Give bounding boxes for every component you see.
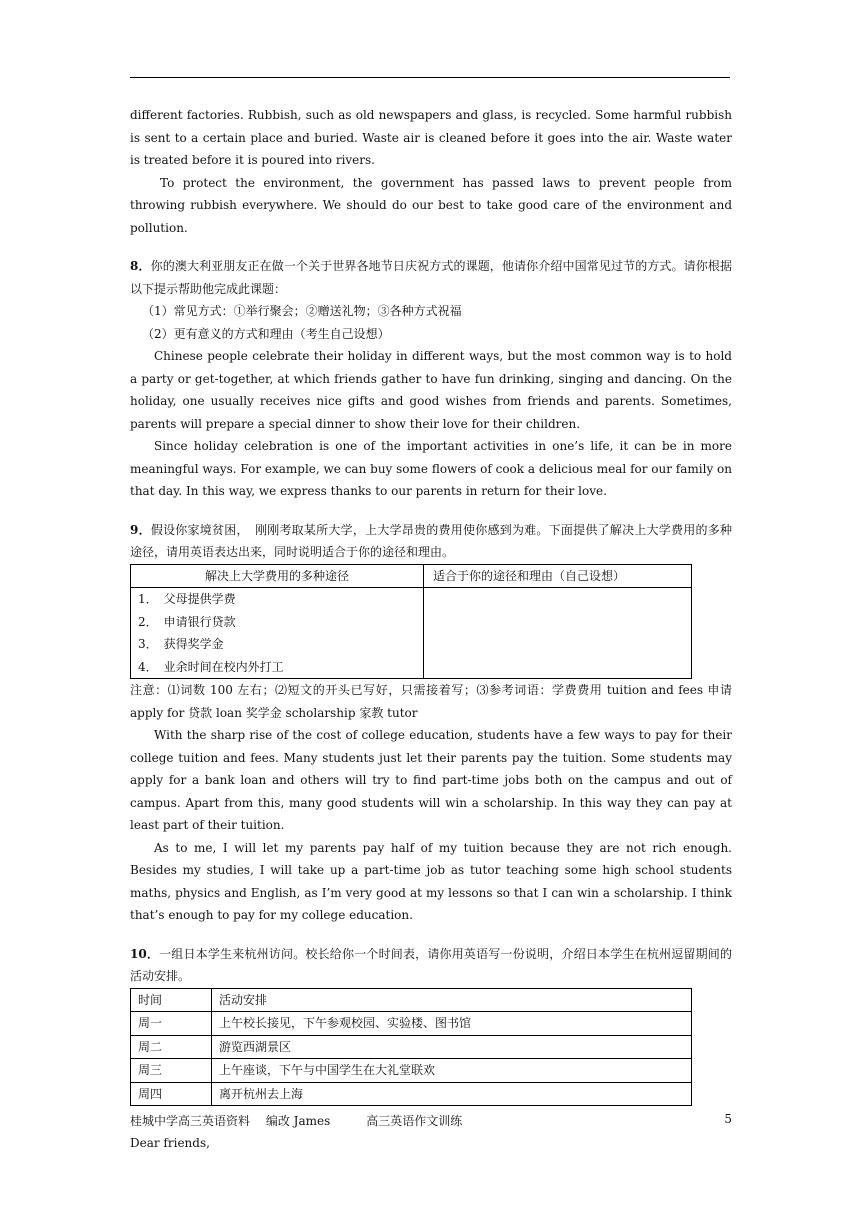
day-cell: 周四 xyxy=(131,1082,212,1106)
table-row xyxy=(131,1012,692,1036)
list-item: 2． 申请银行贷款 xyxy=(138,614,236,629)
question-8-text: 你的澳大利亚朋友正在做一个关于世界各地节日庆祝方式的课题，他请你介绍中国常见过节的方式。请你根据以下提示帮助他完成此课题： xyxy=(130,259,732,296)
activity-cell: 游览西湖景区 xyxy=(212,1035,692,1059)
table-header-reason: 适合于你的途径和理由（自己设想） xyxy=(424,564,692,588)
question-10-number: 10． xyxy=(130,946,160,961)
question-10-text: 一组日本学生来杭州访问。校长给你一个时间表，请你用英语写一份说明，介绍日本学生在杭州逗留期间的活动安排。 xyxy=(130,946,732,983)
paragraph-top-1: different factories. Rubbish, such as old newspapers and glass, is recycled. Some harmful rubbish is sent to a certain place and buried. Waste air is cleaned before it goes into the air. Waste water is treated before it is poured into rivers. xyxy=(130,108,732,167)
list-item: 3． 获得奖学金 xyxy=(138,637,224,651)
table-header-activity: 活动安排 xyxy=(212,988,692,1012)
question-8-prompt xyxy=(130,255,732,300)
ways-list-cell xyxy=(131,588,424,679)
question-9-answer-2: As to me, I will let my parents pay half of my tuition because they are not rich enough. Besides my studies, I will take up a part-time job as tutor teaching some high school students maths, physics and English, as I’m very good at my lessons so that I can win a scholarship. I think that’s enough to pay for my college education. xyxy=(130,840,732,922)
letter-salutation: Dear friends, xyxy=(130,1136,210,1150)
day-cell: 周一 xyxy=(131,1012,212,1036)
question-10-prompt xyxy=(130,943,732,988)
question-9-number: 9． xyxy=(130,522,151,537)
table-header-row xyxy=(131,988,692,1012)
question-8-number: 8． xyxy=(130,259,151,273)
activity-cell: 上午座谈，下午与中国学生在大礼堂联欢 xyxy=(212,1059,692,1083)
table-header-ways: 解决上大学费用的多种途径 xyxy=(131,564,424,588)
page-footer xyxy=(130,1112,732,1132)
table-row xyxy=(131,1035,692,1059)
paragraph-top-2: To protect the environment, the government has passed laws to prevent people from throwing rubbish everywhere. We should do our best to take good care of the environment and pollution. xyxy=(130,175,732,235)
activity-cell: 离开杭州去上海 xyxy=(212,1082,692,1106)
question-9-prompt xyxy=(130,519,732,564)
activity-cell: 上午校长接见，下午参观校园、实验楼、图书馆 xyxy=(212,1012,692,1036)
question-9-text: 假设你家境贫困， 刚刚考取某所大学，上大学昂贵的费用使你感到为难。下面提供了解决上大学费用的多种途径，请用英语表达出来，同时说明适合于你的途径和理由。 xyxy=(130,522,732,559)
list-item: 1． 父母提供学费 xyxy=(138,592,236,606)
question-8-hint-2: （2）更有意义的方式和理由（考生自己设想） xyxy=(142,326,390,341)
question-8-answer-2: Since holiday celebration is one of the important activities in one’s life, it can be in more meaningful ways. For example, we can buy some flowers of cook a delicious meal for our family on that day. In this way, we express thanks to our parents in return for their love. xyxy=(130,439,732,498)
page-content xyxy=(130,104,732,1155)
question-9-answer-1: With the sharp rise of the cost of college education, students have a few ways to pay for their college tuition and fees. Many students just let their parents pay the tuition. Some students may apply for a bank loan and others will try to find part-time jobs both on the campus and out of campus. Apart from this, many good students will win a scholarship. In this way they can pay at least part of their tuition. xyxy=(130,728,732,832)
table-header-time: 时间 xyxy=(131,988,212,1012)
schedule-table xyxy=(130,988,692,1107)
table-header-row xyxy=(131,564,692,588)
page-number: 5 xyxy=(724,1112,732,1126)
header-rule xyxy=(130,77,730,78)
footer-text: 桂城中学高三英语资料 编改 James 高三英语作文训练 xyxy=(130,1114,463,1128)
list-item: 4． 业余时间在校内外打工 xyxy=(138,659,284,674)
tuition-ways-table xyxy=(130,564,692,680)
table-row xyxy=(131,588,692,679)
table-row xyxy=(131,1059,692,1083)
day-cell: 周二 xyxy=(131,1035,212,1059)
question-9-note: 注意：⑴词数 100 左右；⑵短文的开头已写好，只需接着写；⑶参考词语：学费费用 tuition and fees 申请apply for 贷款 loan 奖学金 scholarship 家教 tutor xyxy=(130,683,732,720)
table-row xyxy=(131,1082,692,1106)
question-8-answer-1: Chinese people celebrate their holiday in different ways, but the most common way is to hold a party or get-together, at which friends gather to have fun drinking, singing and dancing. On the holiday, one usually receives nice gifts and good wishes from friends and parents. Sometimes, parents will prepare a special dinner to show their love for their children. xyxy=(130,349,732,431)
reason-blank-cell xyxy=(424,588,692,679)
question-8-hint-1: （1）常见方式：①举行聚会；②赠送礼物；③各种方式祝福 xyxy=(142,304,462,318)
day-cell: 周三 xyxy=(131,1059,212,1083)
